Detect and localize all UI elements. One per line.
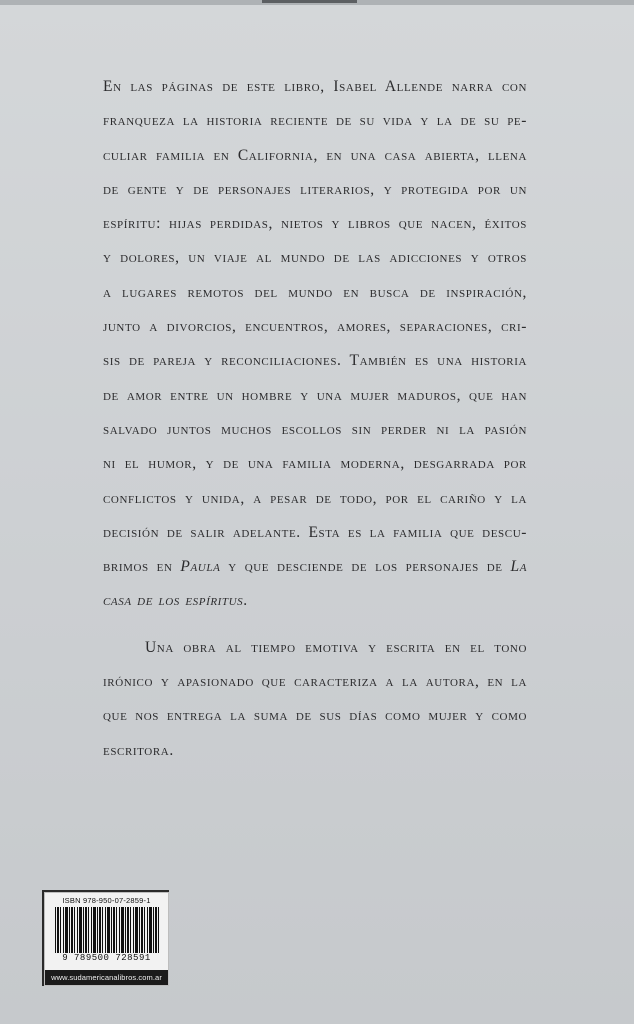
blurb-line: y dolores, un viaje al mundo de las adicciones y otros	[103, 249, 527, 267]
barcode-label	[44, 892, 169, 986]
blurb-line: ni el humor, y de una familia moderna, desgarrada por	[103, 455, 527, 473]
blurb-text: .	[243, 592, 248, 610]
publisher-url: www.sudamericanalibros.com.ar	[45, 970, 168, 985]
book-title-paula: Paula	[180, 558, 221, 576]
blurb-line: salvado juntos muchos escollos sin perder ni la pasión	[103, 420, 527, 438]
blurb-line: escritora.	[103, 741, 174, 759]
barcode-bars-icon	[55, 907, 161, 953]
blurb-line	[103, 584, 527, 618]
barcode-digits: 9 789500 728591	[62, 953, 151, 963]
blurb-line: conflictos y unida, a pesar de todo, por el cariño y la	[103, 489, 527, 507]
blurb-line: de gente y de personajes literarios, y protegida por un	[103, 180, 527, 198]
blurb-line: espíritu: hijas perdidas, nietos y libros que nacen, éxitos	[103, 215, 527, 233]
top-edge-mark	[262, 0, 357, 3]
blurb-text: y que desciende de los personajes de	[220, 558, 511, 576]
blurb-line: junto a divorcios, encuentros, amores, separaciones, cri-	[103, 318, 527, 336]
blurb-line: sis de pareja y reconciliaciones. También es una historia	[103, 352, 527, 370]
blurb-line	[103, 550, 527, 584]
blurb-text: brimos en	[103, 558, 181, 576]
isbn-text: ISBN 978-950-07-2859-1	[62, 896, 151, 905]
back-cover-blurb	[103, 70, 527, 768]
blurb-line: franqueza la historia reciente de su vida y la de su pe-	[103, 112, 527, 130]
blurb-line: irónico y apasionado que caracteriza a la autora, en la	[103, 673, 527, 691]
book-title-la-casa: La	[510, 558, 528, 576]
paragraph-gap	[103, 619, 527, 631]
blurb-line: que nos entrega la suma de sus días como mujer y como	[103, 707, 527, 725]
blurb-line: Una obra al tiempo emotiva y escrita en el tono	[145, 638, 527, 656]
blurb-line: de amor entre un hombre y una mujer maduros, que han	[103, 386, 527, 404]
blurb-line: En las páginas de este libro, Isabel Allende narra con	[103, 78, 527, 95]
blurb-line: culiar familia en California, en una casa abierta, llena	[103, 146, 527, 164]
book-title-casa-espiritus: casa de los espíritus	[103, 592, 244, 610]
blurb-line: a lugares remotos del mundo en busca de inspiración,	[103, 283, 527, 301]
blurb-line: decisión de salir adelante. Esta es la familia que descu-	[103, 523, 527, 541]
